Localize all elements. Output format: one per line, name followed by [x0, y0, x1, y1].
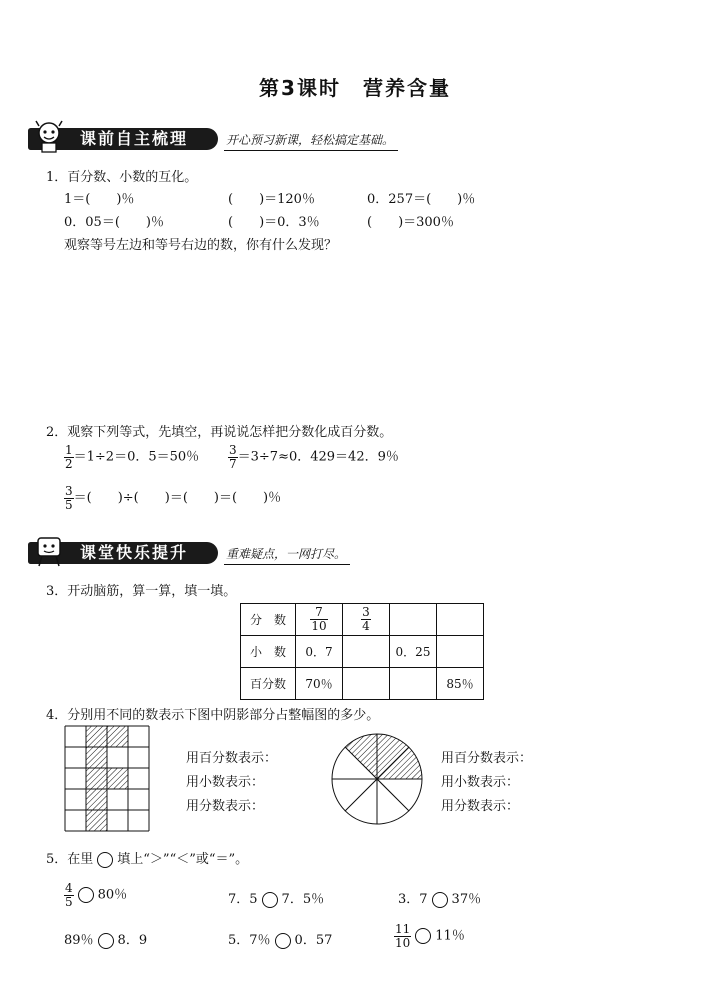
- shaded-cell: [86, 789, 107, 810]
- fraction: $\frac{3}{4}$: [362, 605, 370, 633]
- shaded-cell: [107, 768, 128, 789]
- section-slogan: 重难疑点，一网打尽。: [224, 545, 350, 565]
- q2-equation-2: $\frac{3}{7}$ ＝3÷7≈0．429＝42．9％: [229, 443, 399, 471]
- section-label: 课前自主梳理: [28, 128, 218, 150]
- table-cell[interactable]: [437, 604, 484, 636]
- table-cell[interactable]: 0．7: [296, 636, 343, 668]
- q1-blank-6: ( )＝300％: [367, 215, 454, 230]
- grid-fraction-label: 用分数表示：: [186, 799, 265, 814]
- question-1-heading: 1．百分数、小数的互化。: [46, 170, 198, 185]
- table-row: [241, 604, 484, 636]
- row-label: 分 数: [241, 604, 296, 636]
- question-5-heading: 5．在里 填上“＞”“＜”或“＝”。: [46, 852, 249, 867]
- section-slogan: 开心预习新课，轻松搞定基础。: [224, 131, 398, 151]
- conversion-table: [240, 603, 484, 700]
- pie-fraction-label: 用分数表示：: [441, 799, 520, 814]
- compare-circle[interactable]: [262, 892, 278, 908]
- table-cell[interactable]: [343, 668, 390, 700]
- table-cell[interactable]: 0．25: [390, 636, 437, 668]
- table-cell[interactable]: 70％: [296, 668, 343, 700]
- q2-equation-3: $\frac{3}{5}$ ＝( )÷( )＝( )＝( )％: [65, 484, 282, 512]
- compare-item: 7．5 7．5％: [228, 892, 325, 907]
- compare-item: 89％ 8．9: [64, 933, 148, 948]
- page-title: 第3课时 营养含量: [259, 76, 451, 100]
- q2-equation-1: $\frac{1}{2}$ ＝1÷2＝0．5＝50％: [65, 443, 200, 471]
- table-cell[interactable]: [343, 604, 390, 636]
- fraction: $\frac{3}{7}$: [229, 443, 237, 471]
- fraction: $\frac{7}{10}$: [311, 605, 327, 633]
- compare-circle[interactable]: [275, 933, 291, 949]
- shaded-cell: [86, 810, 107, 831]
- compare-circle[interactable]: [432, 892, 448, 908]
- table-cell[interactable]: [437, 636, 484, 668]
- pie-decimal-label: 用小数表示：: [441, 775, 520, 790]
- table-cell[interactable]: [343, 636, 390, 668]
- mascot-icon: [30, 120, 68, 154]
- table-cell[interactable]: [296, 604, 343, 636]
- shaded-cell: [86, 726, 107, 747]
- row-label: 小 数: [241, 636, 296, 668]
- circle-icon: [97, 852, 113, 868]
- compare-item: 3．7 37％: [398, 892, 482, 907]
- q1-blank-4: 0．05＝( )％: [64, 215, 164, 230]
- shaded-cell: [107, 726, 128, 747]
- section-banner-practice: [0, 542, 500, 566]
- grid-figure: [64, 725, 170, 833]
- table-cell[interactable]: 85％: [437, 668, 484, 700]
- table-cell[interactable]: [390, 604, 437, 636]
- compare-item: $\frac{4}{5}$ 80％: [65, 881, 128, 909]
- compare-circle[interactable]: [98, 933, 114, 949]
- pie-percent-label: 用百分数表示：: [441, 751, 533, 766]
- fraction: $\frac{1}{2}$: [65, 443, 73, 471]
- section-banner-preview: [0, 128, 500, 152]
- mascot-icon: [30, 534, 68, 568]
- q1-blank-3: 0．257＝( )％: [367, 192, 476, 207]
- q1-blank-2: ( )＝120％: [228, 192, 315, 207]
- compare-item: $\frac{11}{10}$ 11％: [395, 922, 465, 950]
- q1-blank-5: ( )＝0．3％: [228, 215, 320, 230]
- compare-circle[interactable]: [78, 887, 94, 903]
- section-label: 课堂快乐提升: [28, 542, 218, 564]
- fraction: $\frac{4}{5}$: [65, 881, 73, 909]
- table-cell[interactable]: [390, 668, 437, 700]
- question-2-heading: 2．观察下列等式，先填空，再说说怎样把分数化成百分数。: [46, 425, 393, 440]
- pie-figure: [329, 731, 425, 827]
- row-label: 百分数: [241, 668, 296, 700]
- grid-decimal-label: 用小数表示：: [186, 775, 265, 790]
- table-row: [241, 668, 484, 700]
- compare-item: 5．7％ 0．57: [228, 933, 333, 948]
- fraction: $\frac{3}{5}$: [65, 484, 73, 512]
- shaded-cell: [86, 747, 107, 768]
- shaded-cell: [86, 768, 107, 789]
- q1-blank-1: 1＝( )％: [64, 192, 135, 207]
- fraction: $\frac{11}{10}$: [395, 922, 411, 950]
- grid-percent-label: 用百分数表示：: [186, 751, 278, 766]
- table-row: [241, 636, 484, 668]
- q1-prompt: 观察等号左边和等号右边的数，你有什么发现？: [64, 238, 338, 253]
- question-3-heading: 3．开动脑筋，算一算，填一填。: [46, 584, 237, 599]
- question-4-heading: 4．分别用不同的数表示下图中阴影部分占整幅图的多少。: [46, 708, 380, 723]
- compare-circle[interactable]: [415, 928, 431, 944]
